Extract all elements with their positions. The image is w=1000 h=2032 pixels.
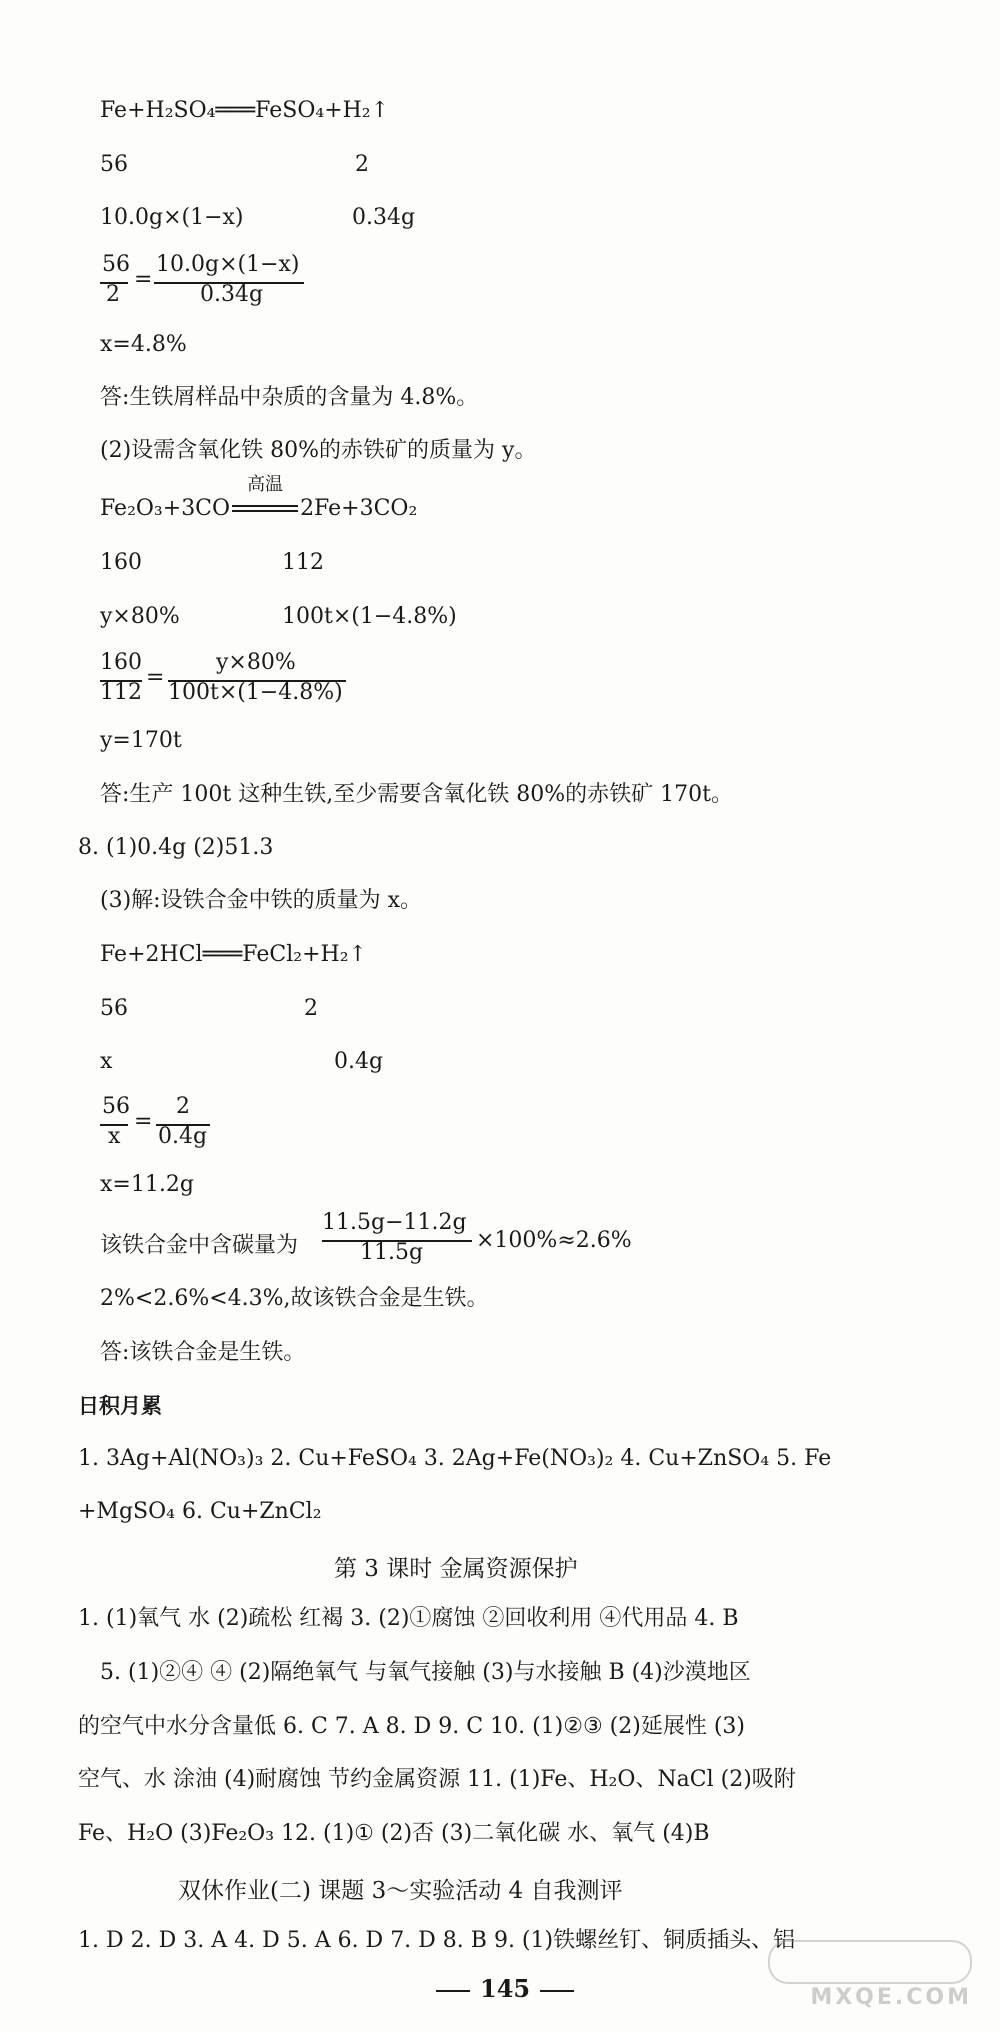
question-8: 8. (1)0.4g (2)51.3	[78, 835, 274, 860]
fraction-2-num-right: y×80%	[216, 650, 296, 675]
answer-3: 答:该铁合金是生铁。	[100, 1340, 306, 1365]
weekend-title: 双休作业(二) 课题 3～实验活动 4 自我测评	[178, 1878, 623, 1904]
quantity-1a: 10.0g×(1−x)	[100, 205, 244, 230]
ratio-3b: 2	[304, 996, 318, 1021]
ratio-1b: 2	[355, 152, 369, 177]
fraction-3-den-left: x	[108, 1124, 121, 1149]
question-2: (2)设需含氧化铁 80%的赤铁矿的质量为 y。	[100, 438, 537, 463]
lesson-line-1: 1. (1)氧气 水 (2)疏松 红褐 3. (2)①腐蚀 ②回收利用 ④代用品 4. B	[78, 1606, 739, 1631]
lesson-line-2: 5. (1)②④ ④ (2)隔绝氧气 与氧气接触 (3)与水接触 B (4)沙漠地区	[100, 1660, 751, 1685]
riji-line-1: 1. 3Ag+Al(NO₃)₃ 2. Cu+FeSO₄ 3. 2Ag+Fe(NO₃)₂ 4. Cu+ZnSO₄ 5. Fe	[78, 1446, 832, 1471]
watermark-text: MXQE.COM	[810, 1985, 972, 2010]
ratio-1a: 56	[100, 152, 128, 177]
quantity-2a: y×80%	[100, 604, 180, 629]
fraction-1-den-right: 0.34g	[200, 282, 264, 307]
quantity-3b: 0.4g	[334, 1049, 384, 1074]
equation-3: Fe+2HCl═══FeCl₂+H₂↑	[100, 942, 367, 967]
lesson-line-4: 空气、水 涂油 (4)耐腐蚀 节约金属资源 11. (1)Fe、H₂O、NaCl (2)吸附	[78, 1767, 796, 1792]
fraction-1-num-left: 56	[102, 252, 130, 277]
ratio-2b: 112	[282, 550, 324, 575]
quantity-3a: x	[100, 1049, 113, 1074]
equation-2-right: 2Fe+3CO₂	[300, 496, 418, 521]
ratio-3a: 56	[100, 996, 128, 1021]
fraction-3-num-right: 2	[176, 1094, 190, 1119]
fraction-2-den-right: 100t×(1−4.8%)	[168, 680, 343, 705]
answer-2: 答:生产 100t 这种生铁,至少需要含氧化铁 80%的赤铁矿 170t。	[100, 782, 733, 807]
result-x2: x=11.2g	[100, 1172, 194, 1197]
page-number	[426, 1974, 584, 2003]
quantity-2b: 100t×(1−4.8%)	[282, 604, 457, 629]
carbon-content-label: 该铁合金中含碳量为	[100, 1233, 299, 1258]
result-y: y=170t	[100, 728, 182, 753]
equation-2	[100, 474, 418, 524]
equation-1: Fe+H₂SO₄═══FeSO₄+H₂↑	[100, 98, 390, 123]
carbon-content-result: ×100%≈2.6%	[476, 1228, 632, 1253]
fraction-2-num-left: 160	[100, 650, 142, 675]
watermark-badge-icon	[768, 1940, 972, 1984]
fraction-2-den-left: 112	[100, 680, 142, 705]
comparison: 2%<2.6%<4.3%,故该铁合金是生铁。	[100, 1286, 489, 1311]
fraction-1-den-left: 2	[106, 282, 120, 307]
fraction-1-num-right: 10.0g×(1−x)	[156, 252, 300, 277]
result-x: x=4.8%	[100, 332, 187, 357]
weekend-line-1: 1. D 2. D 3. A 4. D 5. A 6. D 7. D 8. B 9. (1)铁螺丝钉、铜质插头、铝	[78, 1928, 796, 1953]
section-heading-riji: 日积月累	[78, 1394, 162, 1418]
lesson-title: 第 3 课时 金属资源保护	[334, 1556, 578, 1582]
lesson-line-5: Fe、H₂O (3)Fe₂O₃ 12. (1)① (2)否 (3)二氧化碳 水、氧气 (4)B	[78, 1821, 710, 1846]
riji-line-2: +MgSO₄ 6. Cu+ZnCl₂	[78, 1499, 322, 1524]
question-8-3: (3)解:设铁合金中铁的质量为 x。	[100, 888, 422, 913]
quantity-1b: 0.34g	[352, 205, 416, 230]
fraction-3-den-right: 0.4g	[158, 1124, 208, 1149]
equation-2-left: Fe₂O₃+3CO	[100, 496, 231, 521]
equation-2-condition: 高温	[247, 474, 284, 495]
ratio-2a: 160	[100, 550, 142, 575]
fraction-4-num: 11.5g−11.2g	[322, 1210, 467, 1235]
answer-1: 答:生铁屑样品中杂质的含量为 4.8%。	[100, 385, 479, 410]
fraction-4-den: 11.5g	[360, 1240, 424, 1265]
fraction-3-num-left: 56	[102, 1094, 130, 1119]
page-number-text: 145	[480, 1974, 531, 2003]
watermark-logo	[762, 1940, 972, 2010]
document-page: Fe+H₂SO₄═══FeSO₄+H₂↑ 56 2 10.0g×(1−x) 0.34g 56 2 = 10.0g×(1−x) 0.34g x=4.8% 答:生铁屑样品中杂质的含量为 4.8%。 (2)设需含氧化铁 80%的赤铁矿的质量为 y。 Fe₂O₃+3CO 高温 2Fe+3CO₂ 160 112 y×80% 100t×(1−4.8%) 160 112 = y×80% 100t×(1−4.8%) y=170t 答:生产 100t 这种生铁,至少需要含氧化铁 80%的赤铁矿 170t。 8. (1)0.4g (2)51.3 (3)解:设铁合金中铁的质量为 x。 Fe+2HCl═══FeCl₂+H₂↑ 56 2 x 0.4g 56 x = 2 0.4g x=11.2g 该铁合金中含碳量为 11.5g−11.2g 11.5g ×100%≈2.6% 2%<2.6%<4.3%,故该铁合金是生铁。 答:该铁合金是生铁。 日积月累 1. 3Ag+Al(NO₃)₃ 2. Cu+FeSO₄ 3. 2Ag+Fe(NO₃)₂ 4. Cu+ZnSO₄ 5. Fe +MgSO₄ 6. Cu+ZnCl₂ 第 3 课时 金属资源保护 1. (1)氧气 水 (2)疏松 红褐 3. (2)①腐蚀 ②回收利用 ④代用品 4. B 5. (1)②④ ④ (2)隔绝氧气 与氧气接触 (3)与水接触 B (4)沙漠地区 的空气中水分含量低 6. C 7. A 8. D 9. C 10. (1)②③ (2)延展性 (3) 空气、水 涂油 (4)耐腐蚀 节约金属资源 11. (1)Fe、H₂O、NaCl (2)吸附 Fe、H₂O (3)Fe₂O₃ 12. (1)① (2)否 (3)二氧化碳 水、氧气 (4)B 双休作业(二) 课题 3～实验活动 4 自我测评 1. D 2. D 3. A 4. D 5. A 6. D 7. D 8. B 9. (1)铁螺丝钉、铜质插头、铝 145 MXQE.COM	[78, 98, 972, 2010]
lesson-line-3: 的空气中水分含量低 6. C 7. A 8. D 9. C 10. (1)②③ (2)延展性 (3)	[78, 1714, 745, 1739]
